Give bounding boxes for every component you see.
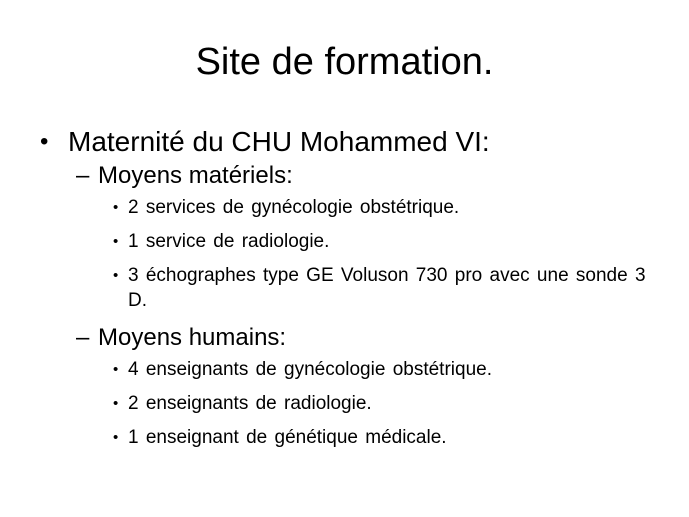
- bullet-icon: •: [113, 199, 119, 216]
- list-item-text: 1 service de radiologie.: [128, 231, 330, 252]
- list-item-text: 2 enseignants de radiologie.: [128, 393, 372, 414]
- list-item-text: 3 échographes type GE Voluson 730 pro avec une sonde 3 D.: [128, 265, 646, 311]
- dash-icon: –: [76, 324, 90, 351]
- section-heading-text: Moyens humains:: [98, 324, 287, 351]
- list-item: [113, 263, 660, 313]
- slide-title: Site de formation.: [195, 41, 494, 83]
- bullet-level1: [40, 124, 660, 160]
- bullet-level1-text: Maternité du CHU Mohammed VI:: [68, 126, 490, 157]
- bullet-icon: •: [40, 128, 49, 155]
- bullet-icon: •: [113, 429, 119, 446]
- list-materiels: [113, 195, 660, 313]
- list-item: [113, 391, 660, 416]
- bullet-icon: •: [113, 267, 119, 284]
- bullet-icon: •: [113, 361, 119, 378]
- list-item: [113, 357, 660, 382]
- slide-content: [40, 124, 660, 459]
- list-item-text: 1 enseignant de génétique médicale.: [128, 427, 447, 448]
- section-heading-humains: [76, 322, 660, 353]
- list-item-text: 4 enseignants de gynécologie obstétrique.: [128, 359, 492, 380]
- dash-icon: –: [76, 162, 90, 189]
- section-heading-materiels: [76, 160, 660, 191]
- list-humains: [113, 357, 660, 450]
- list-item: [113, 425, 660, 450]
- section-heading-text: Moyens matériels:: [98, 162, 293, 189]
- bullet-icon: •: [113, 233, 119, 250]
- list-item-text: 2 services de gynécologie obstétrique.: [128, 197, 460, 218]
- list-item: [113, 229, 660, 254]
- bullet-icon: •: [113, 395, 119, 412]
- list-item: [113, 195, 660, 220]
